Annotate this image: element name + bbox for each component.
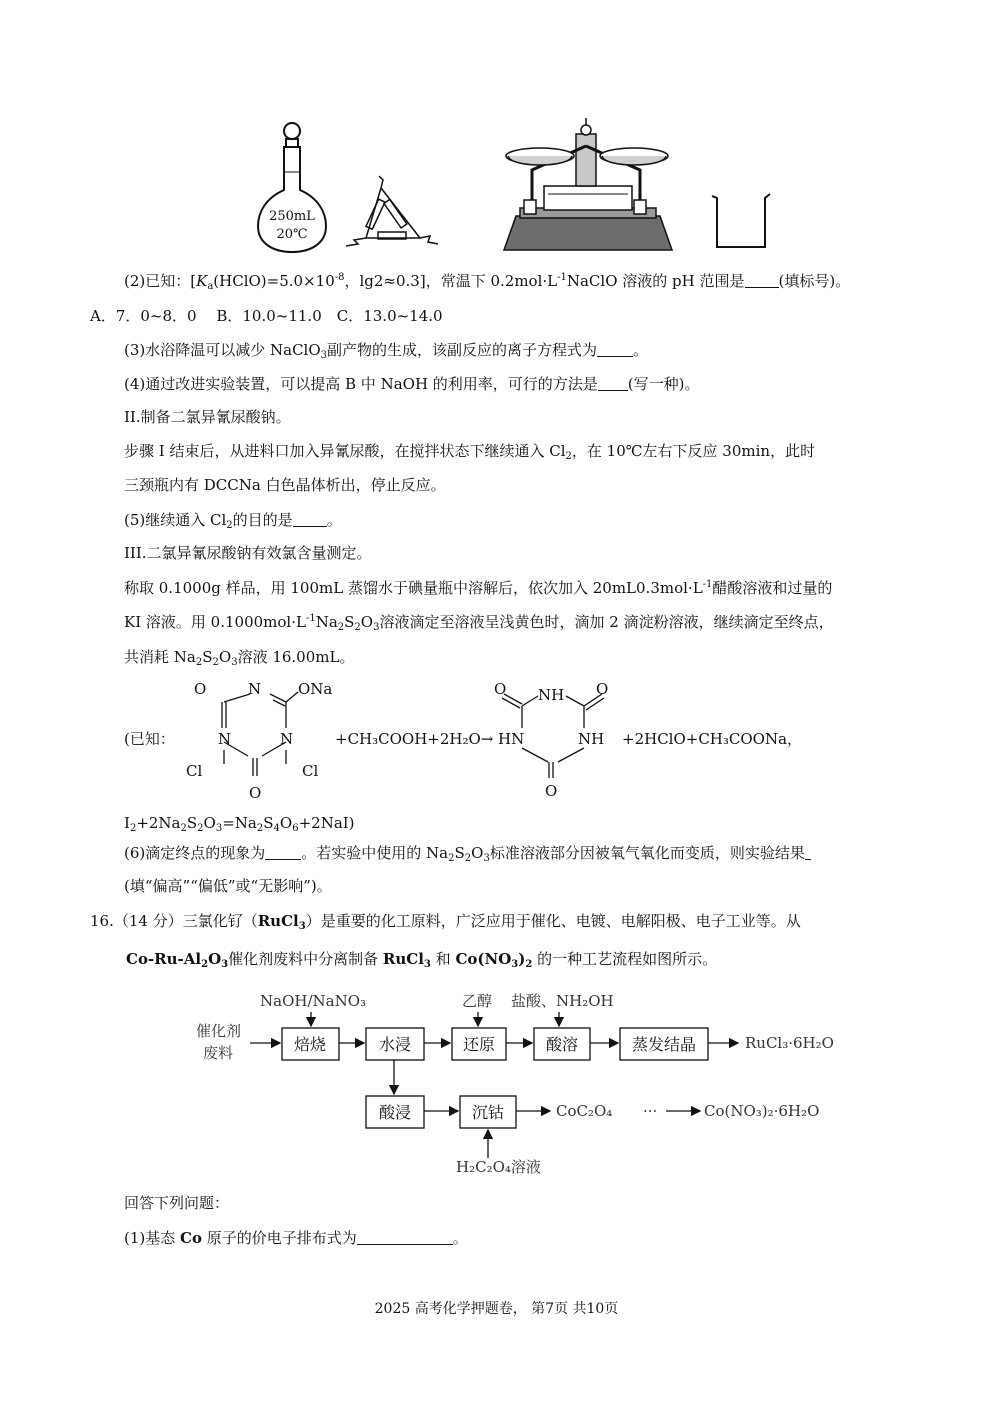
beaker-icon [712,194,770,247]
atom-label: ONa [298,680,333,698]
q4-line: (4)通过改进实验装置，可以提高 B 中 NaOH 的利用率，可行的方法是 (写一种)。 [124,375,700,393]
isocyanuric-acid-structure [492,676,622,804]
answer-blank[interactable] [265,845,301,860]
atom-label: HN [498,730,525,748]
box-label: 蒸发结晶 [631,1035,697,1054]
q3-line: (3)水浴降温可以减少 NaClO$_3$副产物的生成，该副反应的离子方程式为 。 [124,341,649,361]
q16-line1: 16.（14 分）三氯化钌（RuCl$_3$）是重要的化工原料，广泛应用于催化、电镀、电解阳极、电子工业等。从 [90,912,801,932]
ellipsis: ··· [643,1102,658,1120]
box-label: 沉钴 [471,1103,505,1122]
flask-temp-label: 20℃ [276,227,308,242]
atom-label: O [596,680,609,698]
dichloroisocyanurate-structure [180,676,340,804]
reaction-suffix: +2HClO+CH₃COONa， [622,730,803,748]
answer-blank[interactable] [597,342,633,357]
feed-label-2: 废料 [203,1044,234,1062]
volumetric-flask-icon [258,123,326,252]
answer-blank[interactable] [805,845,811,860]
reagent-hcl-nh2oh: 盐酸、NH₂OH [511,992,614,1010]
answer-blank[interactable] [293,512,327,527]
atom-label: Cl [302,762,319,780]
process-flow-diagram [0,980,993,1180]
atom-label: N [218,730,232,748]
q2-options: A．7．0~8．0 B．10.0~11.0 C．13.0~14.0 [90,307,443,325]
answer-blank[interactable] [745,273,779,288]
atom-label: O [545,782,558,800]
answer-blank[interactable] [357,1230,453,1245]
balance-scale-icon [504,118,672,250]
answer-intro: 回答下列问题： [124,1194,230,1212]
reagent-ethanol: 乙醇 [462,992,493,1010]
product-coc2o4: CoC₂O₄ [556,1102,613,1120]
measure-line1: 称取 0.1000g 样品，用 100mL 蒸馏水于碘量瓶中溶解后，依次加入 $20mL0.3mol\cdot L^{-1}$醋酸溶液和过量的 [124,579,833,597]
atom-label: N [248,680,262,698]
product-co-nitrate: Co(NO₃)₂·6H₂O [704,1102,820,1120]
section3-title: III.二氯异氰尿酸钠有效氯含量测定。 [124,544,372,562]
box-label: 酸溶 [545,1035,579,1054]
clay-triangle-icon [346,176,438,246]
box-label: 水浸 [378,1035,412,1054]
atom-label: Cl [186,762,203,780]
q6-line1: (6)滴定终点的现象为 。若实验中使用的 $Na_2S_2O_3$标准溶液部分因被氧气氧化而变质，则实验结果 [124,845,811,864]
iodine-equation: $I_2+2Na_2S_2O_3=Na_2S_4O_6+2NaI$) [124,814,355,834]
atom-label: O [194,680,207,698]
measure-line2: KI 溶液。用 $0.1000mol\cdot L^{-1}Na_2S_2O_3$溶液滴定至溶液呈浅黄色时，滴加 2 滴淀粉溶液，继续滴定至终点， [124,613,834,633]
atom-label: N [280,730,294,748]
reagent-naoh-nano3: NaOH/NaNO₃ [260,992,367,1010]
apparatus-figure [0,0,993,262]
box-label: 酸浸 [378,1103,412,1122]
reaction-prefix: (已知： [124,730,175,748]
section2-title: II.制备二氯异氰尿酸钠。 [124,408,291,426]
reagent-h2c2o4: H₂C₂O₄溶液 [456,1158,541,1176]
q5-line: (5)继续通入 $Cl_2$的目的是 。 [124,511,342,531]
step1-line2: 三颈瓶内有 DCCNa 白色晶体析出，停止反应。 [124,476,446,494]
answer-blank[interactable] [598,376,628,391]
feed-label-1: 催化剂 [196,1022,242,1040]
box-label: 还原 [462,1035,496,1054]
step1-line1: 步骤 I 结束后，从进料口加入异氰尿酸，在搅拌状态下继续通入 $Cl_2$，在 10℃左右下反应 30min，此时 [124,442,816,462]
page-footer: 2025 高考化学押题卷， 第7页 共10页 [374,1301,619,1317]
atom-label: O [249,784,262,802]
q16-line2: $Co-Ru-Al_2O_3$催化剂废料中分离制备 RuCl$_3$ 和 $Co(NO_3)_2$ 的一种工艺流程如图所示。 [126,950,718,970]
atom-label: O [494,680,507,698]
box-label: 焙烧 [293,1035,327,1054]
q2-line: (2)已知：[$K_a(HClO)=5.0\times 10^{-8}$，lg2≈0.3]，常温下 $0.2mol\cdot L^{-1}NaClO$ 溶液的 pH 范围是 (填标号)。 [124,272,851,292]
atom-label: NH [538,686,565,704]
flask-volume-label: 250mL [269,209,315,224]
q6-line2: (填“偏高”“偏低”或“无影响”)。 [124,877,332,895]
product-rucl3: RuCl₃·6H₂O [745,1034,834,1052]
atom-label: NH [578,730,605,748]
measure-line3: 共消耗 $Na_2S_2O_3$溶液 16.00mL。 [124,648,355,668]
reaction-middle: +CH₃COOH+2H₂O→ [335,730,494,748]
q16-1-line: (1)基态 Co 原子的价电子排布式为 。 [124,1229,468,1247]
